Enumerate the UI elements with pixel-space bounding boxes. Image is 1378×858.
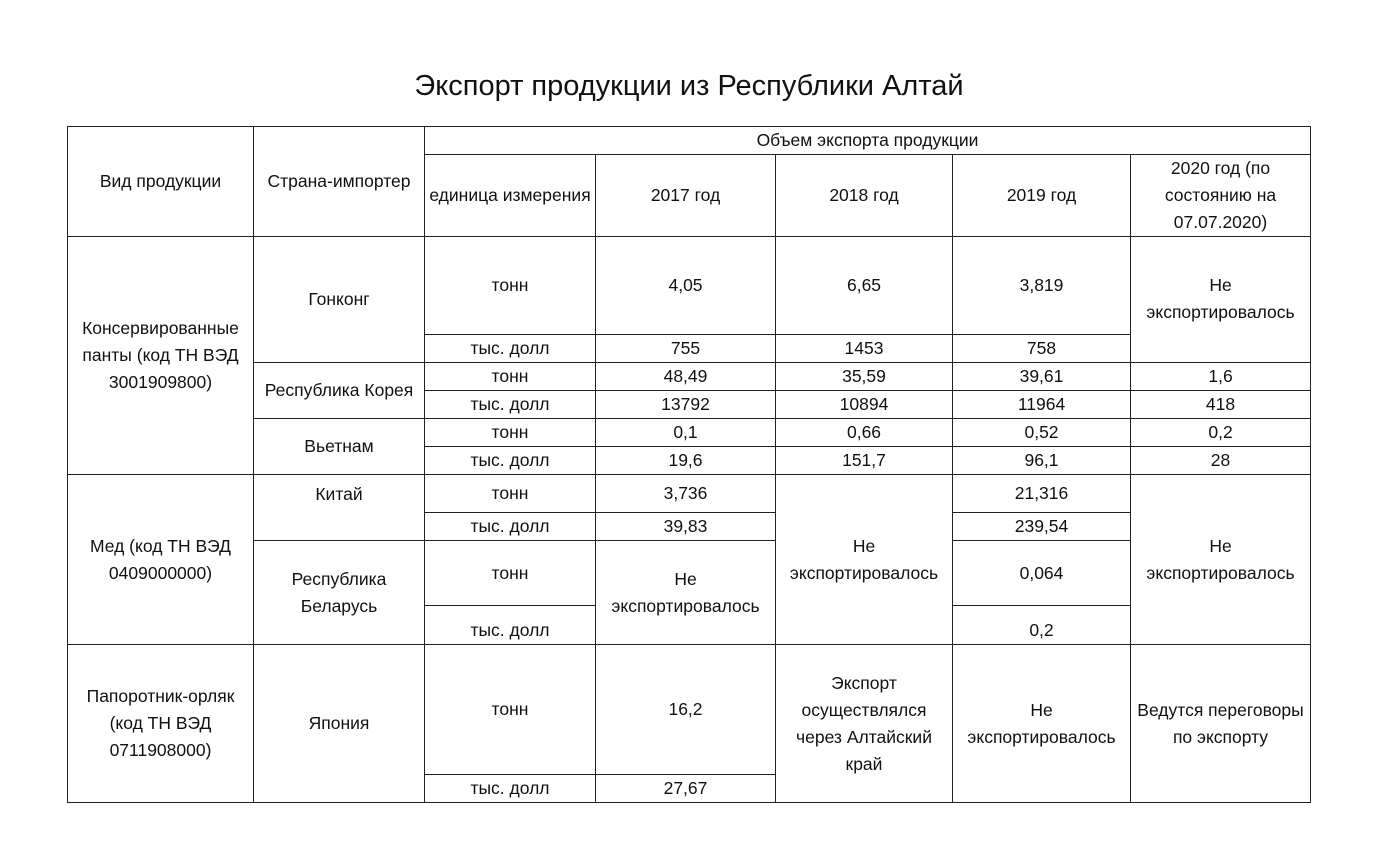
header-2020: 2020 год (по состоянию на 07.07.2020)	[1131, 155, 1311, 237]
header-2017: 2017 год	[596, 155, 776, 237]
header-unit: единица измерения	[425, 155, 596, 237]
cell-value: 6,65	[776, 237, 953, 335]
unit-tons: тонн	[425, 419, 596, 447]
cell-value: 35,59	[776, 363, 953, 391]
header-2018: 2018 год	[776, 155, 953, 237]
cell-value: 4,05	[596, 237, 776, 335]
cell-value: 0,1	[596, 419, 776, 447]
unit-tons: тонн	[425, 475, 596, 513]
product-fern: Папоротник-орляк (код ТН ВЭД 0711908000)	[68, 645, 254, 803]
unit-usd: тыс. долл	[425, 775, 596, 803]
cell-value: 13792	[596, 391, 776, 419]
header-volume: Объем экспорта продукции	[425, 127, 1311, 155]
cell-not-exported: Не экспортировалось	[1131, 475, 1311, 645]
header-2019: 2019 год	[953, 155, 1131, 237]
product-antlers: Консервированные панты (код ТН ВЭД 3001909800)	[68, 237, 254, 475]
cell-value: 1,6	[1131, 363, 1311, 391]
cell-value: 11964	[953, 391, 1131, 419]
unit-usd: тыс. долл	[425, 391, 596, 419]
unit-usd: тыс. долл	[425, 513, 596, 541]
cell-value: 21,316	[953, 475, 1131, 513]
cell-value: 3,819	[953, 237, 1131, 335]
cell-value: 27,67	[596, 775, 776, 803]
header-country: Страна-импортер	[254, 127, 425, 237]
unit-tons: тонн	[425, 541, 596, 606]
cell-value: 755	[596, 335, 776, 363]
unit-tons: тонн	[425, 237, 596, 335]
cell-value: 0,52	[953, 419, 1131, 447]
export-table	[67, 126, 1311, 803]
header-product: Вид продукции	[68, 127, 254, 237]
cell-value: 1453	[776, 335, 953, 363]
cell-negotiations: Ведутся переговоры по экспорту	[1131, 645, 1311, 803]
cell-value: 0,2	[1131, 419, 1311, 447]
cell-value: 0,064	[953, 541, 1131, 606]
cell-value: 0,2	[953, 606, 1131, 645]
country-vietnam: Вьетнам	[254, 419, 425, 475]
unit-usd: тыс. долл	[425, 335, 596, 363]
country-hongkong: Гонконг	[254, 237, 425, 363]
cell-value: 19,6	[596, 447, 776, 475]
cell-export-via-altai-krai: Экспорт осуществлялся через Алтайский край	[776, 645, 953, 803]
country-korea: Республика Корея	[254, 363, 425, 419]
country-japan: Япония	[254, 645, 425, 803]
cell-value: 151,7	[776, 447, 953, 475]
unit-usd: тыс. долл	[425, 606, 596, 645]
cell-value: 0,66	[776, 419, 953, 447]
country-china: Китай	[254, 475, 425, 541]
cell-value: 96,1	[953, 447, 1131, 475]
unit-usd: тыс. долл	[425, 447, 596, 475]
cell-value: 39,61	[953, 363, 1131, 391]
cell-value: 418	[1131, 391, 1311, 419]
unit-tons: тонн	[425, 363, 596, 391]
product-honey: Мед (код ТН ВЭД 0409000000)	[68, 475, 254, 645]
cell-value: 28	[1131, 447, 1311, 475]
cell-value: 10894	[776, 391, 953, 419]
cell-value: 239,54	[953, 513, 1131, 541]
cell-value: 758	[953, 335, 1131, 363]
cell-value: 3,736	[596, 475, 776, 513]
cell-value: 16,2	[596, 645, 776, 775]
cell-not-exported: Не экспортировалось	[596, 541, 776, 645]
cell-not-exported: Не экспортировалось	[1131, 237, 1311, 363]
unit-tons: тонн	[425, 645, 596, 775]
cell-not-exported: Не экспортировалось	[776, 475, 953, 645]
cell-value: 48,49	[596, 363, 776, 391]
cell-value: 39,83	[596, 513, 776, 541]
country-belarus: Республика Беларусь	[254, 541, 425, 645]
cell-not-exported: Не экспортировалось	[953, 645, 1131, 803]
page-title: Экспорт продукции из Республики Алтай	[414, 70, 964, 102]
